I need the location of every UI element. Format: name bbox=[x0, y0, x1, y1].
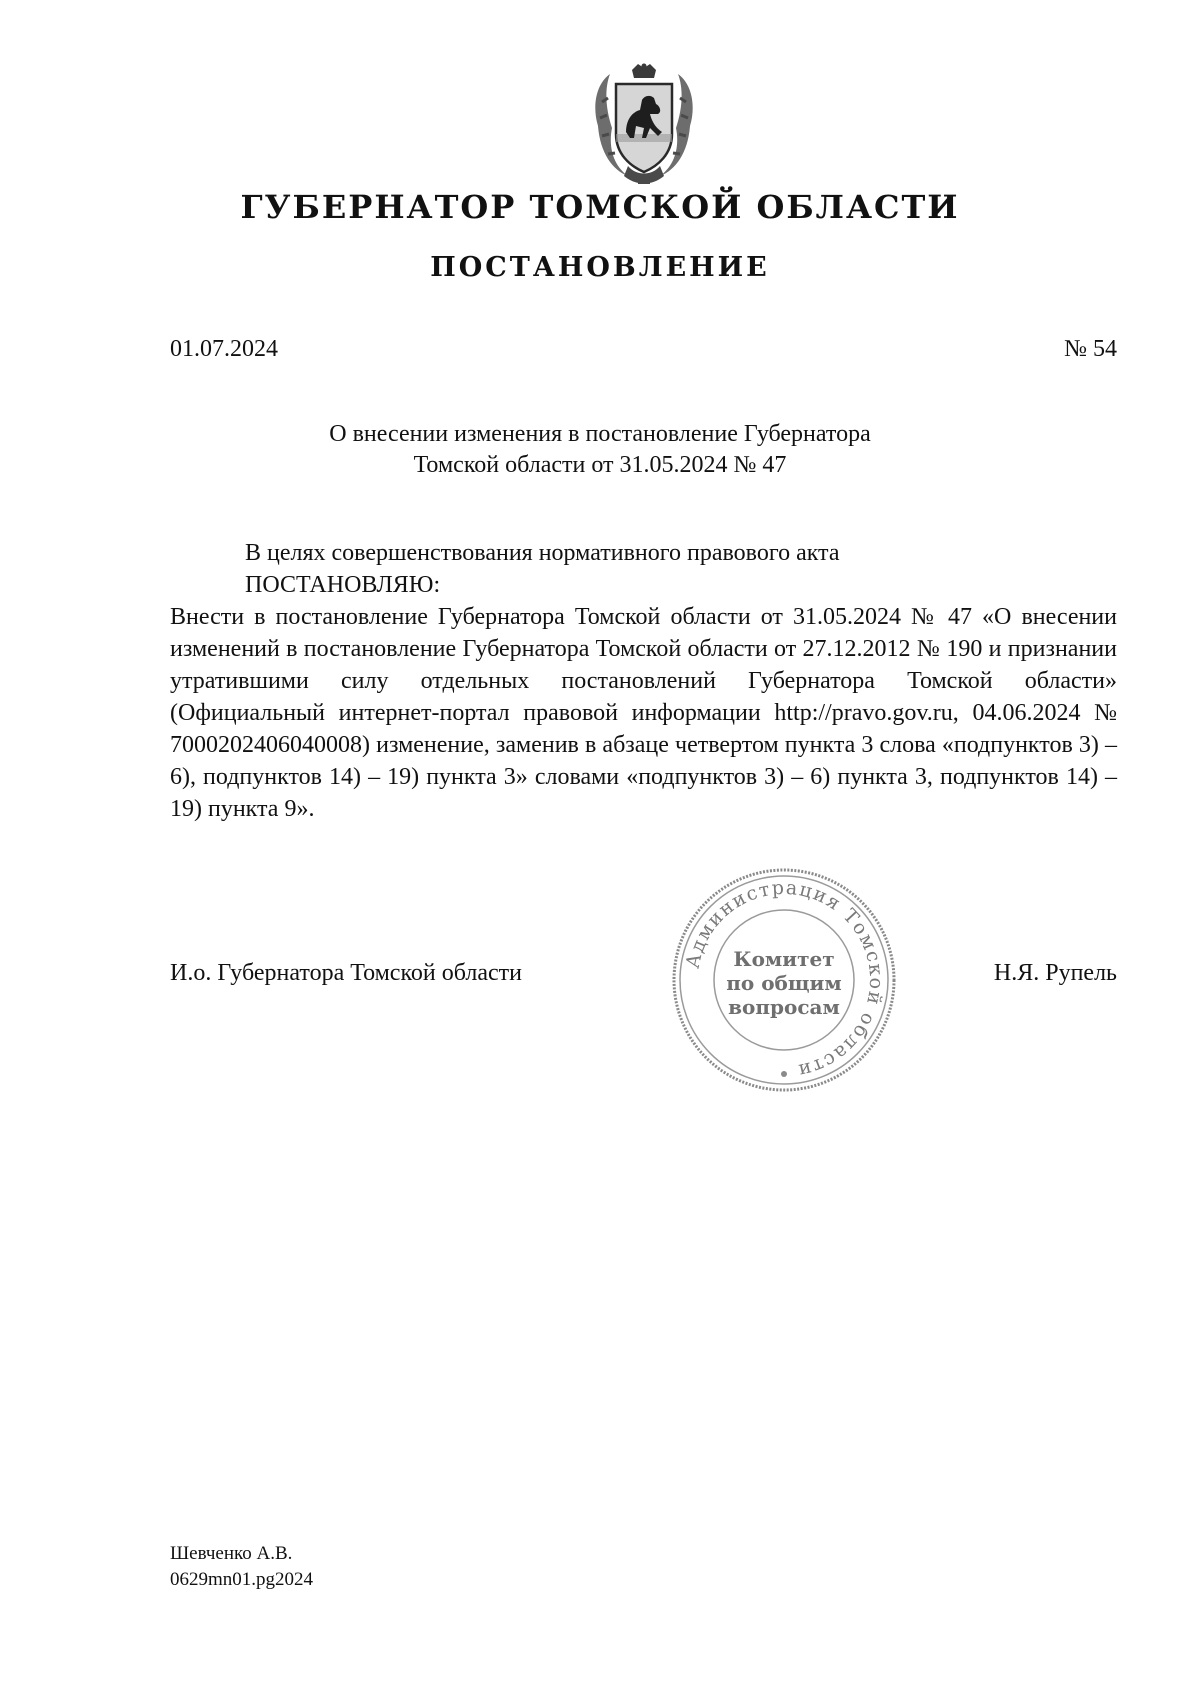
seal-center-line-2: по общим bbox=[726, 971, 842, 995]
file-code: 0629mn01.pg2024 bbox=[170, 1569, 314, 1590]
official-seal-stamp bbox=[668, 864, 900, 1096]
document-footer bbox=[170, 1541, 313, 1593]
subject-line-1: О внесении изменения в постановление Губернатора bbox=[329, 421, 871, 447]
signatory-name: Н.Я. Рупель bbox=[993, 960, 1117, 986]
decree-word: ПОСТАНОВЛЯЮ: bbox=[245, 572, 441, 598]
seal-center-line-1: Комитет bbox=[733, 947, 835, 971]
signatory-title: И.о. Губернатора Томской области bbox=[170, 960, 522, 986]
executor-name: Шевченко А.В. bbox=[170, 1543, 293, 1564]
document-date: 01.07.2024 bbox=[170, 336, 278, 362]
document-body bbox=[170, 537, 1117, 825]
preamble-text: В целях совершенствования нормативного правового акта bbox=[245, 540, 840, 566]
seal-ring-text: Администрация Томской области bbox=[681, 876, 888, 1083]
subject-line-2: Томской области от 31.05.2024 № 47 bbox=[413, 452, 787, 478]
organization-title: ГУБЕРНАТОР ТОМСКОЙ ОБЛАСТИ bbox=[240, 188, 960, 226]
document-number: № 54 bbox=[1064, 336, 1117, 362]
document-subject bbox=[0, 419, 1200, 481]
document-type: ПОСТАНОВЛЕНИЕ bbox=[430, 252, 770, 283]
seal-center-line-3: вопросам bbox=[728, 995, 840, 1019]
main-text: Внести в постановление Губернатора Томской области от 31.05.2024 № 47 «О внесении изменений в постановление Губернатора Томской области от 27.12.2012 № 190 и признании утратившими силу отдельных постановлений Губернатора Томской области» (Официальный интернет-портал правовой информации http://pravo.gov.ru, 04.06.2024 № 7000202406040008) изменение, заменив в абзаце четвертом пункта 3 слова «подпунктов 3) – 6), подпунктов 14) – 19) пункта 3» словами «подпунктов 3) – 6) пункта 3, подпунктов 14) – 19) пункта 9». bbox=[170, 604, 1117, 822]
coat-of-arms-icon bbox=[588, 62, 700, 190]
